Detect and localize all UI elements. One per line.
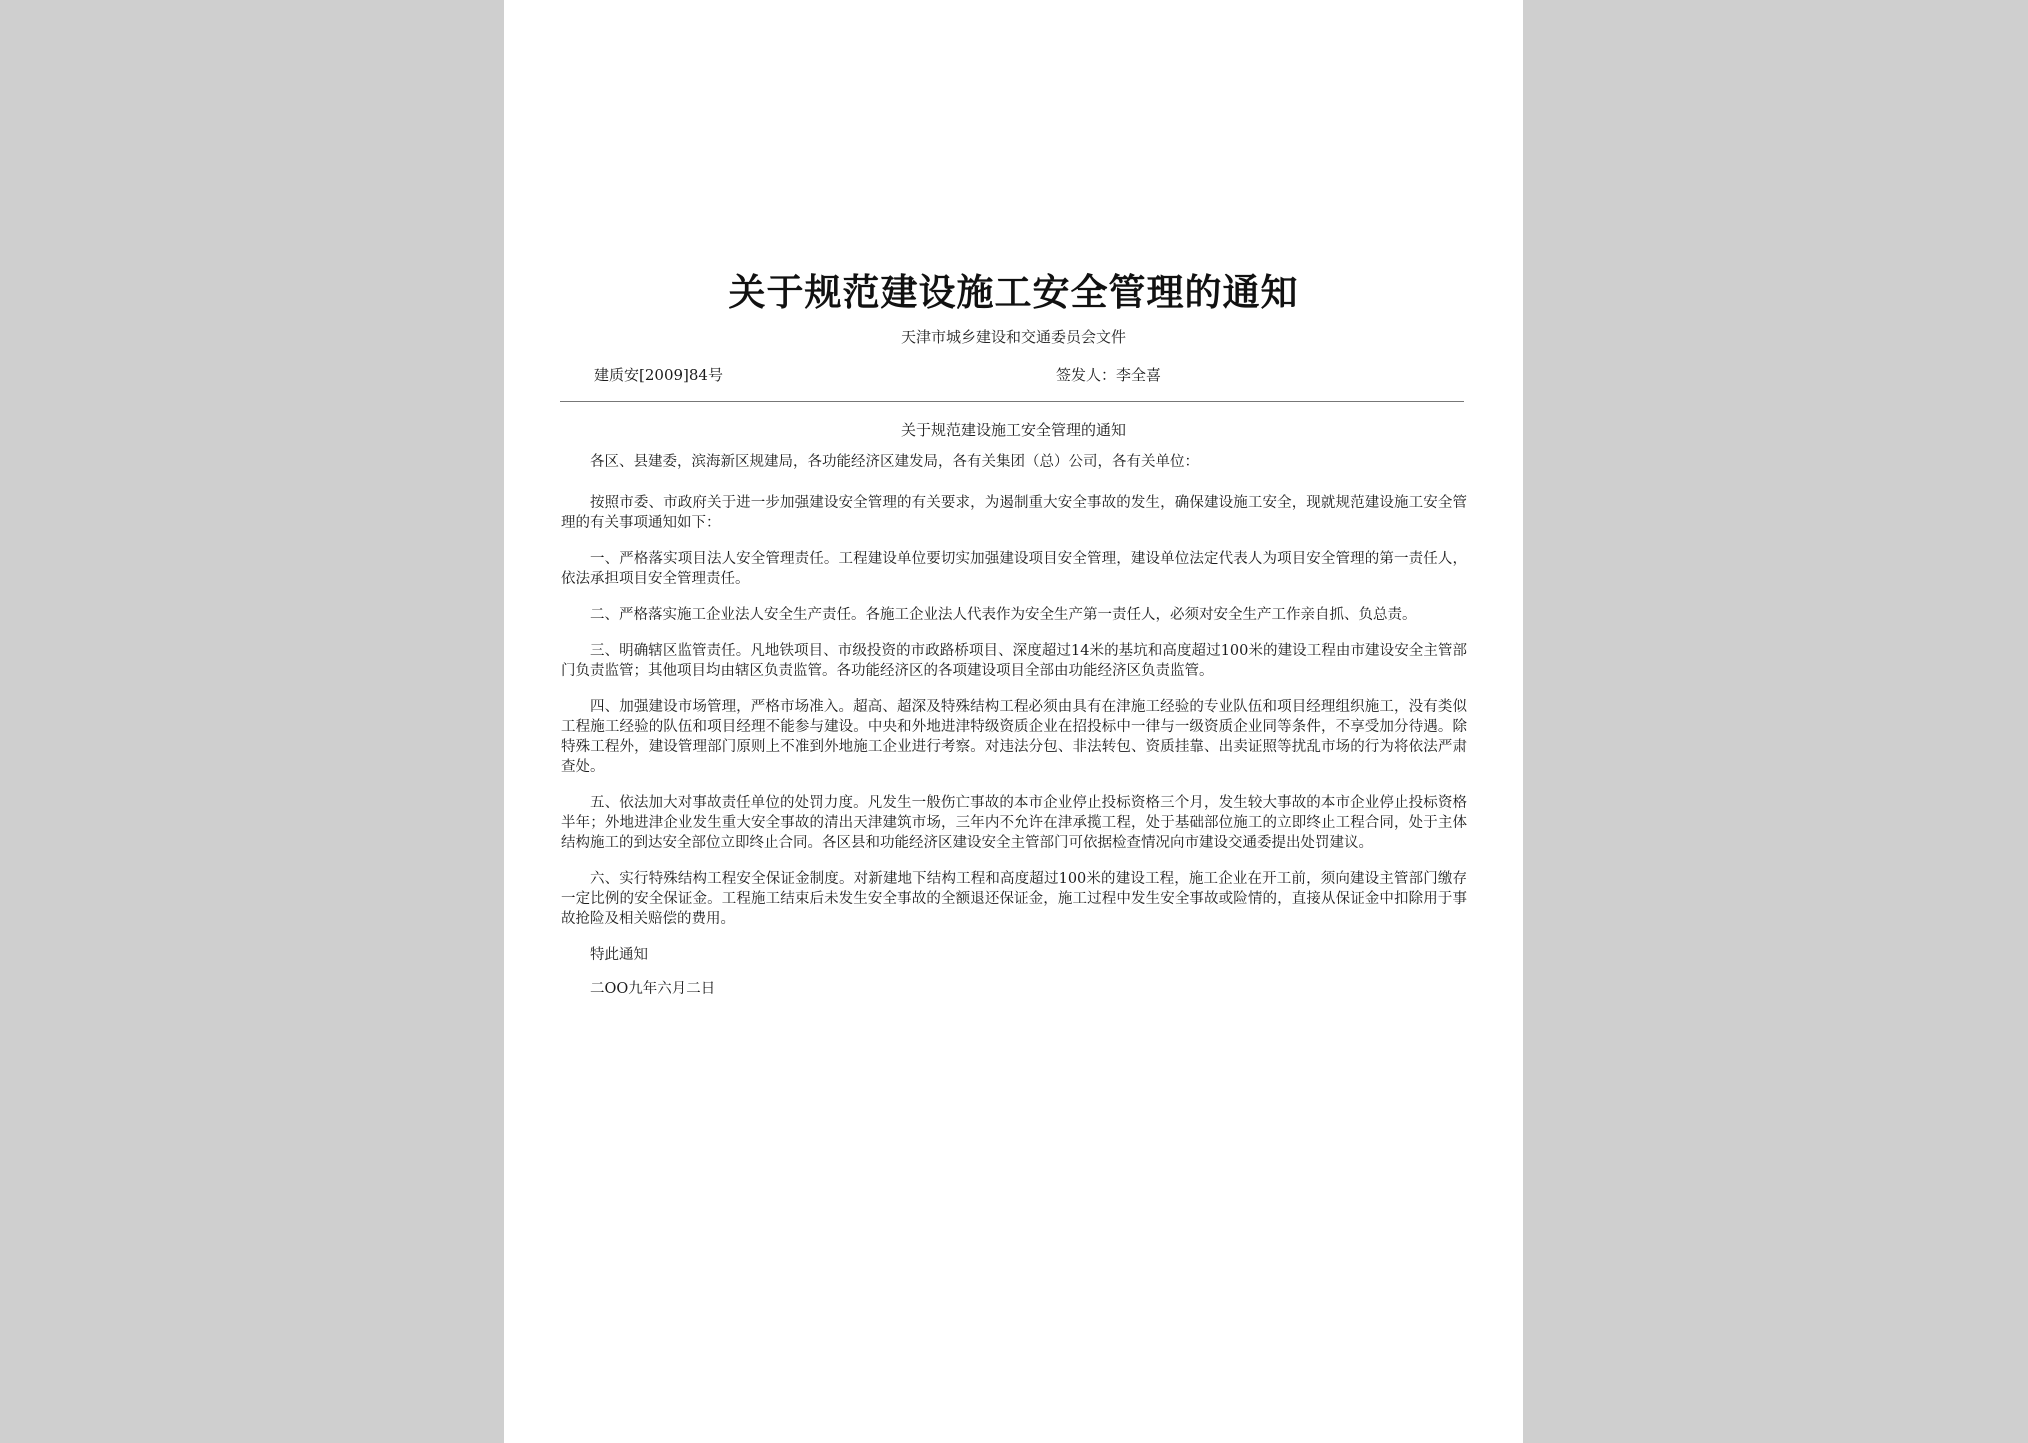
paragraph-item-3: 三、明确辖区监管责任。凡地铁项目、市级投资的市政路桥项目、深度超过14米的基坑和高度超过100米的建设工程由市建设安全主管部门负责监管；其他项目均由辖区负责监管。各功能经济区的各项建设项目全部由功能经济区负责监管。: [561, 643, 1467, 679]
closing-line: 特此通知: [590, 947, 648, 963]
paragraph-item-1: 一、严格落实项目法人安全管理责任。工程建设单位要切实加强建设项目安全管理，建设单位法定代表人为项目安全管理的第一责任人，依法承担项目安全管理责任。: [561, 551, 1467, 587]
paragraph-item-2: 二、严格落实施工企业法人安全生产责任。各施工企业法人代表作为安全生产第一责任人，必须对安全生产工作亲自抓、负总责。: [590, 607, 1417, 623]
document-date: 二OO九年六月二日: [590, 981, 716, 997]
document-page: [504, 0, 1523, 1443]
signer-line: 签发人：李全喜: [1056, 366, 1162, 384]
notice-subtitle: 关于规范建设施工安全管理的通知: [900, 421, 1126, 439]
paragraph-item-4: 四、加强建设市场管理，严格市场准入。超高、超深及特殊结构工程必须由具有在津施工经验的专业队伍和项目经理组织施工，没有类似工程施工经验的队伍和项目经理不能参与建设。中央和外地进津特级资质企业在招投标中一律与一级资质企业同等条件，不享受加分待遇。除特殊工程外，建设管理部门原则上不准到外地施工企业进行考察。对违法分包、非法转包、资质挂靠、出卖证照等扰乱市场的行为将依法严肃查处。: [561, 699, 1467, 775]
paragraph-item-5: 五、依法加大对事故责任单位的处罚力度。凡发生一般伤亡事故的本市企业停止投标资格三个月，发生较大事故的本市企业停止投标资格半年；外地进津企业发生重大安全事故的清出天津建筑市场，三年内不允许在津承揽工程，处于基础部位施工的立即终止工程合同，处于主体结构施工的到达安全部位立即终止合同。各区县和功能经济区建设安全主管部门可依据检查情况向市建设交通委提出处罚建议。: [561, 795, 1467, 851]
salutation: 各区、县建委，滨海新区规建局，各功能经济区建发局，各有关集团（总）公司，各有关单位：: [590, 454, 1199, 470]
header-divider: [560, 401, 1464, 402]
document-title: 关于规范建设施工安全管理的通知: [728, 270, 1299, 314]
notice-body: [561, 452, 1467, 1015]
paragraph-intro: 按照市委、市政府关于进一步加强建设安全管理的有关要求，为遏制重大安全事故的发生，确保建设施工安全，现就规范建设施工安全管理的有关事项通知如下：: [561, 495, 1467, 531]
document-number: 建质安[2009]84号: [594, 366, 723, 384]
paragraph-item-6: 六、实行特殊结构工程安全保证金制度。对新建地下结构工程和高度超过100米的建设工程，施工企业在开工前，须向建设主管部门缴存一定比例的安全保证金。工程施工结束后未发生安全事故的全额退还保证金，施工过程中发生安全事故或险情的，直接从保证金中扣除用于事故抢险及相关赔偿的费用。: [561, 871, 1467, 927]
issuer-line: 天津市城乡建设和交通委员会文件: [900, 328, 1126, 346]
